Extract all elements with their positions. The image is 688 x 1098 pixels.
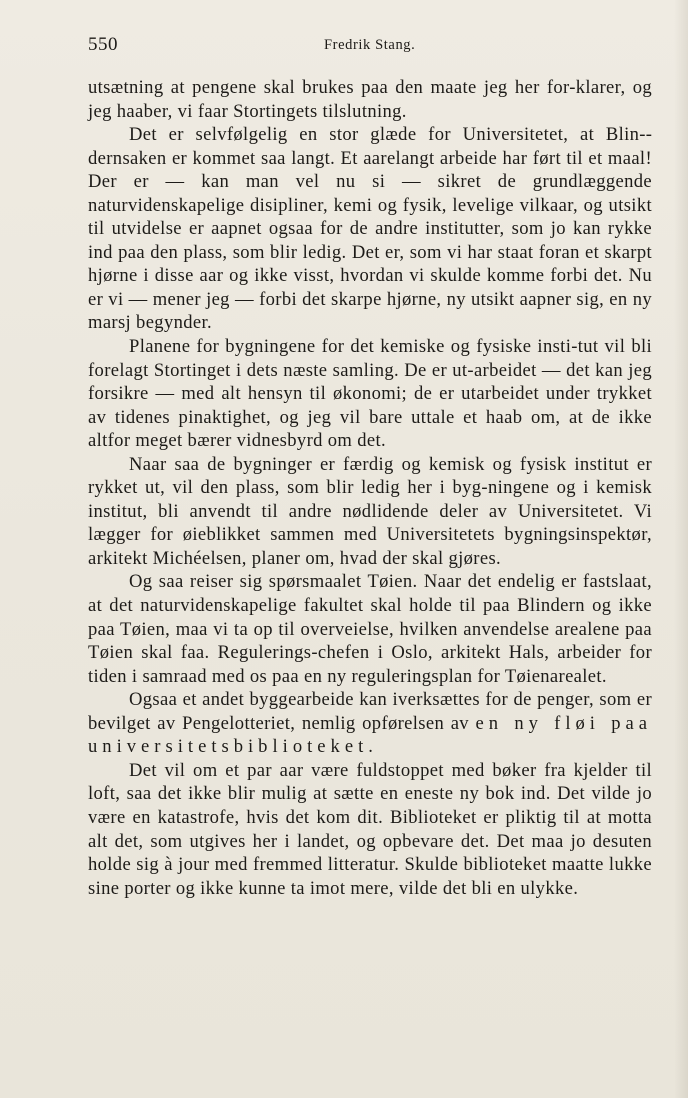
paragraph-1: utsætning at pengene skal brukes paa den maate jeg her for-klarer, og jeg haaber, vi faar Stortingets tilslutning. [88, 77, 652, 122]
page-edge-shadow [674, 0, 688, 1098]
body-text [88, 76, 652, 900]
paragraph-4: Naar saa de bygninger er færdig og kemisk og fysisk institut er rykket ut, vil den plass, som blir ledig her i byg-ningene og i kemisk institut, bli anvendt til andre nødlidende deler av Universitetet. Vi lægger for øieblikket sammen med Universitetets bygningsinspektør, arkitekt Michéelsen, planer om, hvad der skal gjøres. [88, 453, 652, 569]
paragraph-6-text: Ogsaa et andet byggearbeide kan iverksættes for de penger, som er bevilget av Pengelotteriet, nemlig opførelsen av [88, 689, 652, 734]
paragraph-6 [88, 688, 652, 759]
emphasized-phrase: en ny fløi paa universitetsbiblioteket [88, 712, 652, 758]
running-head: Fredrik Stang. [324, 37, 416, 53]
page-number: 550 [88, 34, 118, 55]
paragraph-6-end: . [368, 736, 374, 758]
page-header [88, 34, 652, 58]
paragraph-5: Og saa reiser sig spørsmaalet Tøien. Naar det endelig er fastslaat, at det naturvidenskapelige fakultet skal holde til paa Blindern og ikke paa Tøien, maa vi ta op til overveielse, hvilken anvendelse arealene paa Tøien skal faa. Regulerings-chefen i Oslo, arkitekt Hals, arbeider for tiden i samraad med os paa en ny reguleringsplan for Tøienarealet. [88, 571, 652, 687]
paragraph-7: Det vil om et par aar være fuldstoppet med bøker fra kjelder til loft, saa det ikke blir mulig at sætte en eneste ny bok ind. Det vilde jo være en katastrofe, hvis det kom dit. Biblioteket er pliktig til at motta alt det, som utgives her i landet, og opbevare det. Det maa jo desuten holde sig à jour med fremmed litteratur. Skulde biblioteket maatte lukke sine porter og ikke kunne ta imot mere, vilde det bli en ulykke. [88, 759, 652, 899]
paragraph-2: Det er selvfølgelig en stor glæde for Universitetet, at Blin-dernsaken er kommet saa langt. Et aarelangt arbeide har ført til et maal! Der er — kan man vel nu si — sikret de grundlæggende naturvidenskapelige disipliner, kemi og fysik, levelige vilkaar, og utsikt til utvidelse er aapnet ogsaa for de andre institutter, som jo kan rykke ind paa den plass, som blir ledig. Det er, som vi har staat foran et skarpt hjørne i disse aar og ikke visst, hvordan vi skulde komme forbi det. Nu er vi — mener jeg — forbi det skarpe hjørne, ny utsikt aapner sig, en ny marsj begynder. [88, 124, 652, 334]
paragraph-3: Planene for bygningene for det kemiske og fysiske insti-tut vil bli forelagt Stortinget i dets næste samling. De er ut-arbeidet — det kan jeg forsikre — med alt hensyn til økonomi; de er utarbeidet under trykket av tidenes pinaktighet, og jeg vil bare uttale et haab om, at de ikke altfor meget bærer vidnesbyrd om det. [88, 336, 652, 452]
